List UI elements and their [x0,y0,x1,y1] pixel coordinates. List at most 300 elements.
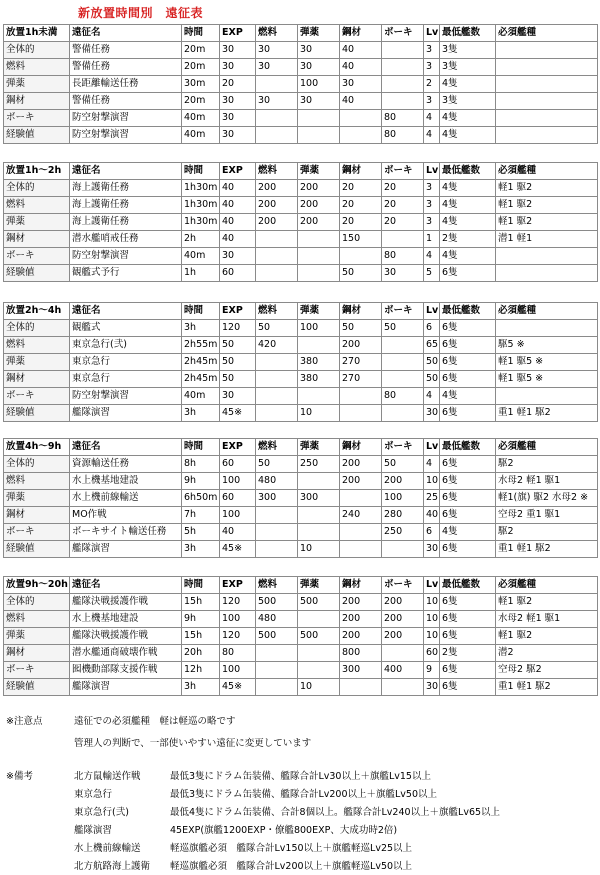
table-cell: 30 [220,248,256,265]
table-row [4,180,598,197]
table-cell: 9h [182,473,220,490]
column-header: 遠征名 [70,577,182,594]
table-cell: MO作戦 [70,507,182,524]
table-row [4,645,598,662]
table-cell [496,265,598,282]
table-cell: 480 [256,473,298,490]
column-header: ボーキ [382,25,424,42]
table-cell: 20m [182,59,220,76]
resource-cell: 全体的 [4,42,70,59]
column-header: 弾薬 [298,439,340,456]
table-row [4,76,598,93]
table-cell [496,248,598,265]
table-cell: 10 [424,594,440,611]
column-header: EXP [220,303,256,320]
table-cell [382,59,424,76]
table-cell: 200 [256,180,298,197]
resource-cell: 燃料 [4,337,70,354]
expedition-table [3,438,598,558]
table-cell: 4 [424,127,440,144]
table-cell [256,265,298,282]
column-header: 弾薬 [298,163,340,180]
table-row [4,524,598,541]
table-cell: 100 [298,76,340,93]
table-cell: 300 [340,662,382,679]
table-cell: 1h30m [182,197,220,214]
table-cell: 軽1 駆5 ※ [496,354,598,371]
table-cell: 4隻 [440,76,496,93]
table-cell [340,127,382,144]
table-cell: 300 [298,490,340,507]
table-cell: 2隻 [440,645,496,662]
resource-cell: 弾薬 [4,490,70,507]
table-cell: 500 [256,594,298,611]
table-cell: 100 [220,473,256,490]
table-cell: 軽1(旗) 駆2 水母2 ※ [496,490,598,507]
resource-cell: 鋼材 [4,507,70,524]
remark-text: 最低4隻にドラム缶装備、合計8個以上。艦隊合計Lv240以上＋旗艦Lv65以上 [170,807,501,818]
table-cell: 20 [340,197,382,214]
table-row [4,197,598,214]
column-header: 時間 [182,439,220,456]
table-cell: 4 [424,456,440,473]
table-cell: 40 [220,524,256,541]
table-cell: 東京急行(弐) [70,337,182,354]
resource-cell: 鋼材 [4,231,70,248]
table-cell: 水上機基地建設 [70,611,182,628]
table-cell: 空母2 重1 駆1 [496,507,598,524]
table-cell: 400 [382,662,424,679]
table-cell: 20 [220,76,256,93]
table-cell: 艦隊決戦援護作戦 [70,628,182,645]
table-cell: 6隻 [440,490,496,507]
resource-cell: ボーキ [4,248,70,265]
table-cell [256,248,298,265]
table-cell: 30 [220,127,256,144]
table-cell: 120 [220,628,256,645]
column-header: Lv [424,163,440,180]
table-cell: 3隻 [440,59,496,76]
table-cell: 300 [256,490,298,507]
resource-cell: 全体的 [4,456,70,473]
table-cell: 6隻 [440,265,496,282]
table-cell: 10 [424,611,440,628]
table-row [4,490,598,507]
table-cell: 東京急行 [70,354,182,371]
column-header: 必須艦種 [496,303,598,320]
remark-text: 最低3隻にドラム缶装備、艦隊合計Lv200以上＋旗艦Lv50以上 [170,789,438,800]
table-cell: 2 [424,76,440,93]
table-cell: 防空射撃演習 [70,388,182,405]
table-cell: 200 [340,337,382,354]
table-cell: 40 [220,231,256,248]
remark-name: 東京急行(弐) [74,807,129,818]
table-cell [340,110,382,127]
table-cell [298,611,340,628]
table-cell: 20 [382,180,424,197]
table-cell: 50 [424,371,440,388]
table-cell: 40 [220,197,256,214]
table-cell [496,110,598,127]
table-cell: 6隻 [440,679,496,696]
table-cell: 800 [340,645,382,662]
expedition-table [3,162,598,282]
table-cell: 50 [340,265,382,282]
table-cell: 6隻 [440,405,496,422]
table-cell: 1h30m [182,180,220,197]
column-header: 時間 [182,25,220,42]
table-cell: 10 [424,473,440,490]
table-cell [496,127,598,144]
table-cell [256,541,298,558]
table-row [4,42,598,59]
table-cell: 200 [256,214,298,231]
table-cell [340,524,382,541]
header-row [4,163,598,180]
table-cell: 200 [382,473,424,490]
table-cell: 3 [424,180,440,197]
table-cell [496,388,598,405]
table-cell: 45※ [220,405,256,422]
table-cell: 200 [340,473,382,490]
table-cell: 軽1 駆5 ※ [496,371,598,388]
table-cell: 1h30m [182,214,220,231]
section-label: 放置4h～9h [4,439,70,456]
column-header: 鋼材 [340,163,382,180]
table-cell: 4隻 [440,127,496,144]
column-header: 必須艦種 [496,577,598,594]
table-cell [382,337,424,354]
remark-row [6,858,476,873]
table-cell: 80 [220,645,256,662]
table-cell: 警備任務 [70,93,182,110]
table-cell [382,645,424,662]
table-row [4,473,598,490]
table-cell [382,405,424,422]
column-header: 遠征名 [70,25,182,42]
table-cell: 40 [340,59,382,76]
table-cell: 30 [298,93,340,110]
table-cell [298,507,340,524]
table-cell: 6隻 [440,507,496,524]
table-row [4,127,598,144]
column-header: Lv [424,577,440,594]
table-row [4,93,598,110]
table-cell [256,371,298,388]
remark-text: 45EXP(旗艦1200EXP・僚艦800EXP、大成功時2倍) [170,825,398,836]
table-cell: 2h45m [182,354,220,371]
table-cell: 120 [220,320,256,337]
table-row [4,110,598,127]
table-cell: 50 [256,456,298,473]
table-cell [382,354,424,371]
table-cell [382,42,424,59]
column-header: 鋼材 [340,577,382,594]
resource-cell: 全体的 [4,594,70,611]
table-cell [256,388,298,405]
table-cell [340,490,382,507]
table-cell: 80 [382,248,424,265]
table-cell: 40m [182,248,220,265]
table-cell: 3 [424,59,440,76]
table-cell: 5h [182,524,220,541]
table-cell [256,662,298,679]
resource-cell: 燃料 [4,197,70,214]
table-cell [340,679,382,696]
table-cell: 水母2 軽1 駆1 [496,611,598,628]
table-cell: 潜2 [496,645,598,662]
table-cell: 重1 軽1 駆2 [496,679,598,696]
table-cell: 100 [220,507,256,524]
table-cell: 80 [382,110,424,127]
resource-cell: 燃料 [4,59,70,76]
table-cell [298,231,340,248]
expedition-section [3,576,598,696]
table-cell: 12h [182,662,220,679]
table-cell [496,76,598,93]
table-cell: 軽1 駆2 [496,628,598,645]
table-row [4,214,598,231]
table-cell: 防空射撃演習 [70,127,182,144]
table-cell: 30 [256,59,298,76]
column-header: 時間 [182,303,220,320]
table-cell: 60 [220,456,256,473]
table-cell: 30 [220,388,256,405]
table-cell: 15h [182,628,220,645]
table-cell: 150 [340,231,382,248]
table-cell: 380 [298,371,340,388]
table-cell: 水上機前線輸送 [70,490,182,507]
table-cell [298,110,340,127]
table-cell: 駆2 [496,524,598,541]
table-cell: 4隻 [440,110,496,127]
table-cell: 80 [382,388,424,405]
resource-cell: ボーキ [4,524,70,541]
table-cell: 3 [424,42,440,59]
table-cell: 東京急行 [70,371,182,388]
table-cell: 軽1 駆2 [496,180,598,197]
table-cell: 海上護衛任務 [70,214,182,231]
table-cell: 200 [340,628,382,645]
table-cell: 200 [340,456,382,473]
column-header: 遠征名 [70,439,182,456]
table-cell [382,541,424,558]
table-cell: 65 [424,337,440,354]
table-cell: 1 [424,231,440,248]
table-cell: 20m [182,42,220,59]
table-cell: 30 [424,679,440,696]
table-cell: 270 [340,371,382,388]
table-cell: 9 [424,662,440,679]
table-cell: 100 [220,611,256,628]
table-cell: 軽1 駆2 [496,214,598,231]
table-cell [256,110,298,127]
table-cell: 40 [220,214,256,231]
remark-row [6,786,476,801]
table-cell [298,645,340,662]
expedition-table [3,302,598,422]
sheet-title: 新放置時間別 遠征表 [78,6,204,20]
caution-line: 遠征での必須艦種 軽は軽巡の略です [74,716,236,727]
table-cell [256,76,298,93]
table-cell: 6隻 [440,337,496,354]
column-header: 必須艦種 [496,163,598,180]
table-cell: 20m [182,93,220,110]
table-cell: 200 [298,197,340,214]
table-cell: 3 [424,197,440,214]
column-header: 必須艦種 [496,439,598,456]
table-cell: 4 [424,248,440,265]
table-cell [496,93,598,110]
table-cell [256,645,298,662]
remarks-label: ※備考 [6,771,33,782]
remark-name: 北方鼠輸送作戦 [74,771,141,782]
table-cell: 40m [182,127,220,144]
table-cell [382,76,424,93]
table-cell: 駆5 ※ [496,337,598,354]
table-cell [256,127,298,144]
table-cell: 艦隊演習 [70,679,182,696]
table-cell: 30m [182,76,220,93]
table-cell: 30 [256,42,298,59]
caution-label: ※注意点 [6,716,43,727]
table-cell: 2h [182,231,220,248]
table-cell: 6 [424,524,440,541]
table-row [4,371,598,388]
table-cell [298,388,340,405]
resource-cell: 弾薬 [4,214,70,231]
section-label: 放置9h～20h [4,577,70,594]
table-cell: 6隻 [440,611,496,628]
table-cell: 50 [382,320,424,337]
table-cell: 10 [298,405,340,422]
table-row [4,59,598,76]
table-cell: 3隻 [440,42,496,59]
table-cell: 10 [424,628,440,645]
column-header: EXP [220,439,256,456]
table-cell: 30 [298,59,340,76]
table-cell: 200 [382,628,424,645]
table-cell [298,248,340,265]
table-cell: 40 [340,42,382,59]
table-cell: 25 [424,490,440,507]
column-header: 最低艦数 [440,163,496,180]
table-cell: 30 [256,93,298,110]
expedition-section [3,438,598,558]
table-row [4,679,598,696]
table-cell: 6隻 [440,628,496,645]
remark-row [6,768,476,783]
table-cell [256,405,298,422]
table-cell: 50 [220,371,256,388]
table-cell: 6h50m [182,490,220,507]
table-cell: 270 [340,354,382,371]
table-cell: 15h [182,594,220,611]
table-cell: 警備任務 [70,59,182,76]
resource-cell: 経験値 [4,405,70,422]
table-cell: 重1 軽1 駆2 [496,405,598,422]
table-cell: 200 [340,611,382,628]
resource-cell: 経験値 [4,127,70,144]
table-cell: 6隻 [440,594,496,611]
table-cell: 50 [340,320,382,337]
table-cell: 20 [382,197,424,214]
table-row [4,507,598,524]
table-cell: 20 [340,214,382,231]
table-cell: 6隻 [440,541,496,558]
remark-row [6,840,476,855]
expedition-section [3,162,598,282]
column-header: Lv [424,303,440,320]
header-row [4,303,598,320]
column-header: EXP [220,577,256,594]
table-cell: 4隻 [440,197,496,214]
table-cell: 500 [256,628,298,645]
table-cell: 海上護衛任務 [70,197,182,214]
table-cell: 7h [182,507,220,524]
table-cell [298,473,340,490]
table-cell: 艦隊決戦援護作戦 [70,594,182,611]
table-cell: 60 [220,265,256,282]
resource-cell: 鋼材 [4,371,70,388]
table-cell: 3 [424,214,440,231]
table-cell: 4隻 [440,248,496,265]
table-cell: 50 [220,337,256,354]
resource-cell: 経験値 [4,679,70,696]
resource-cell: 全体的 [4,320,70,337]
table-cell: 5 [424,265,440,282]
column-header: ボーキ [382,577,424,594]
resource-cell: 全体的 [4,180,70,197]
column-header: 必須艦種 [496,25,598,42]
table-cell [382,93,424,110]
table-cell: 250 [382,524,424,541]
resource-cell: ボーキ [4,662,70,679]
table-cell [496,59,598,76]
table-cell: 1h [182,265,220,282]
column-header: 最低艦数 [440,303,496,320]
column-header: 最低艦数 [440,25,496,42]
table-row [4,354,598,371]
table-cell: 380 [298,354,340,371]
table-cell: 警備任務 [70,42,182,59]
table-cell: 3h [182,405,220,422]
column-header: 時間 [182,163,220,180]
table-cell: 30 [382,265,424,282]
table-cell: 3h [182,320,220,337]
table-cell: 6隻 [440,662,496,679]
section-label: 放置2h～4h [4,303,70,320]
header-row [4,577,598,594]
table-cell [382,679,424,696]
column-header: ボーキ [382,439,424,456]
header-row [4,439,598,456]
column-header: 最低艦数 [440,439,496,456]
table-cell: 30 [220,59,256,76]
resource-cell: 経験値 [4,541,70,558]
table-cell: 240 [340,507,382,524]
table-cell: ボーキサイト輸送任務 [70,524,182,541]
table-cell [298,127,340,144]
table-cell: 30 [220,110,256,127]
table-cell: 40 [340,93,382,110]
table-cell: 軽1 駆2 [496,197,598,214]
table-cell: 30 [340,76,382,93]
table-row [4,405,598,422]
table-cell: 8h [182,456,220,473]
table-cell: 30 [424,541,440,558]
remark-text: 軽巡旗艦必須 艦隊合計Lv150以上＋旗艦軽巡Lv25以上 [170,843,413,854]
